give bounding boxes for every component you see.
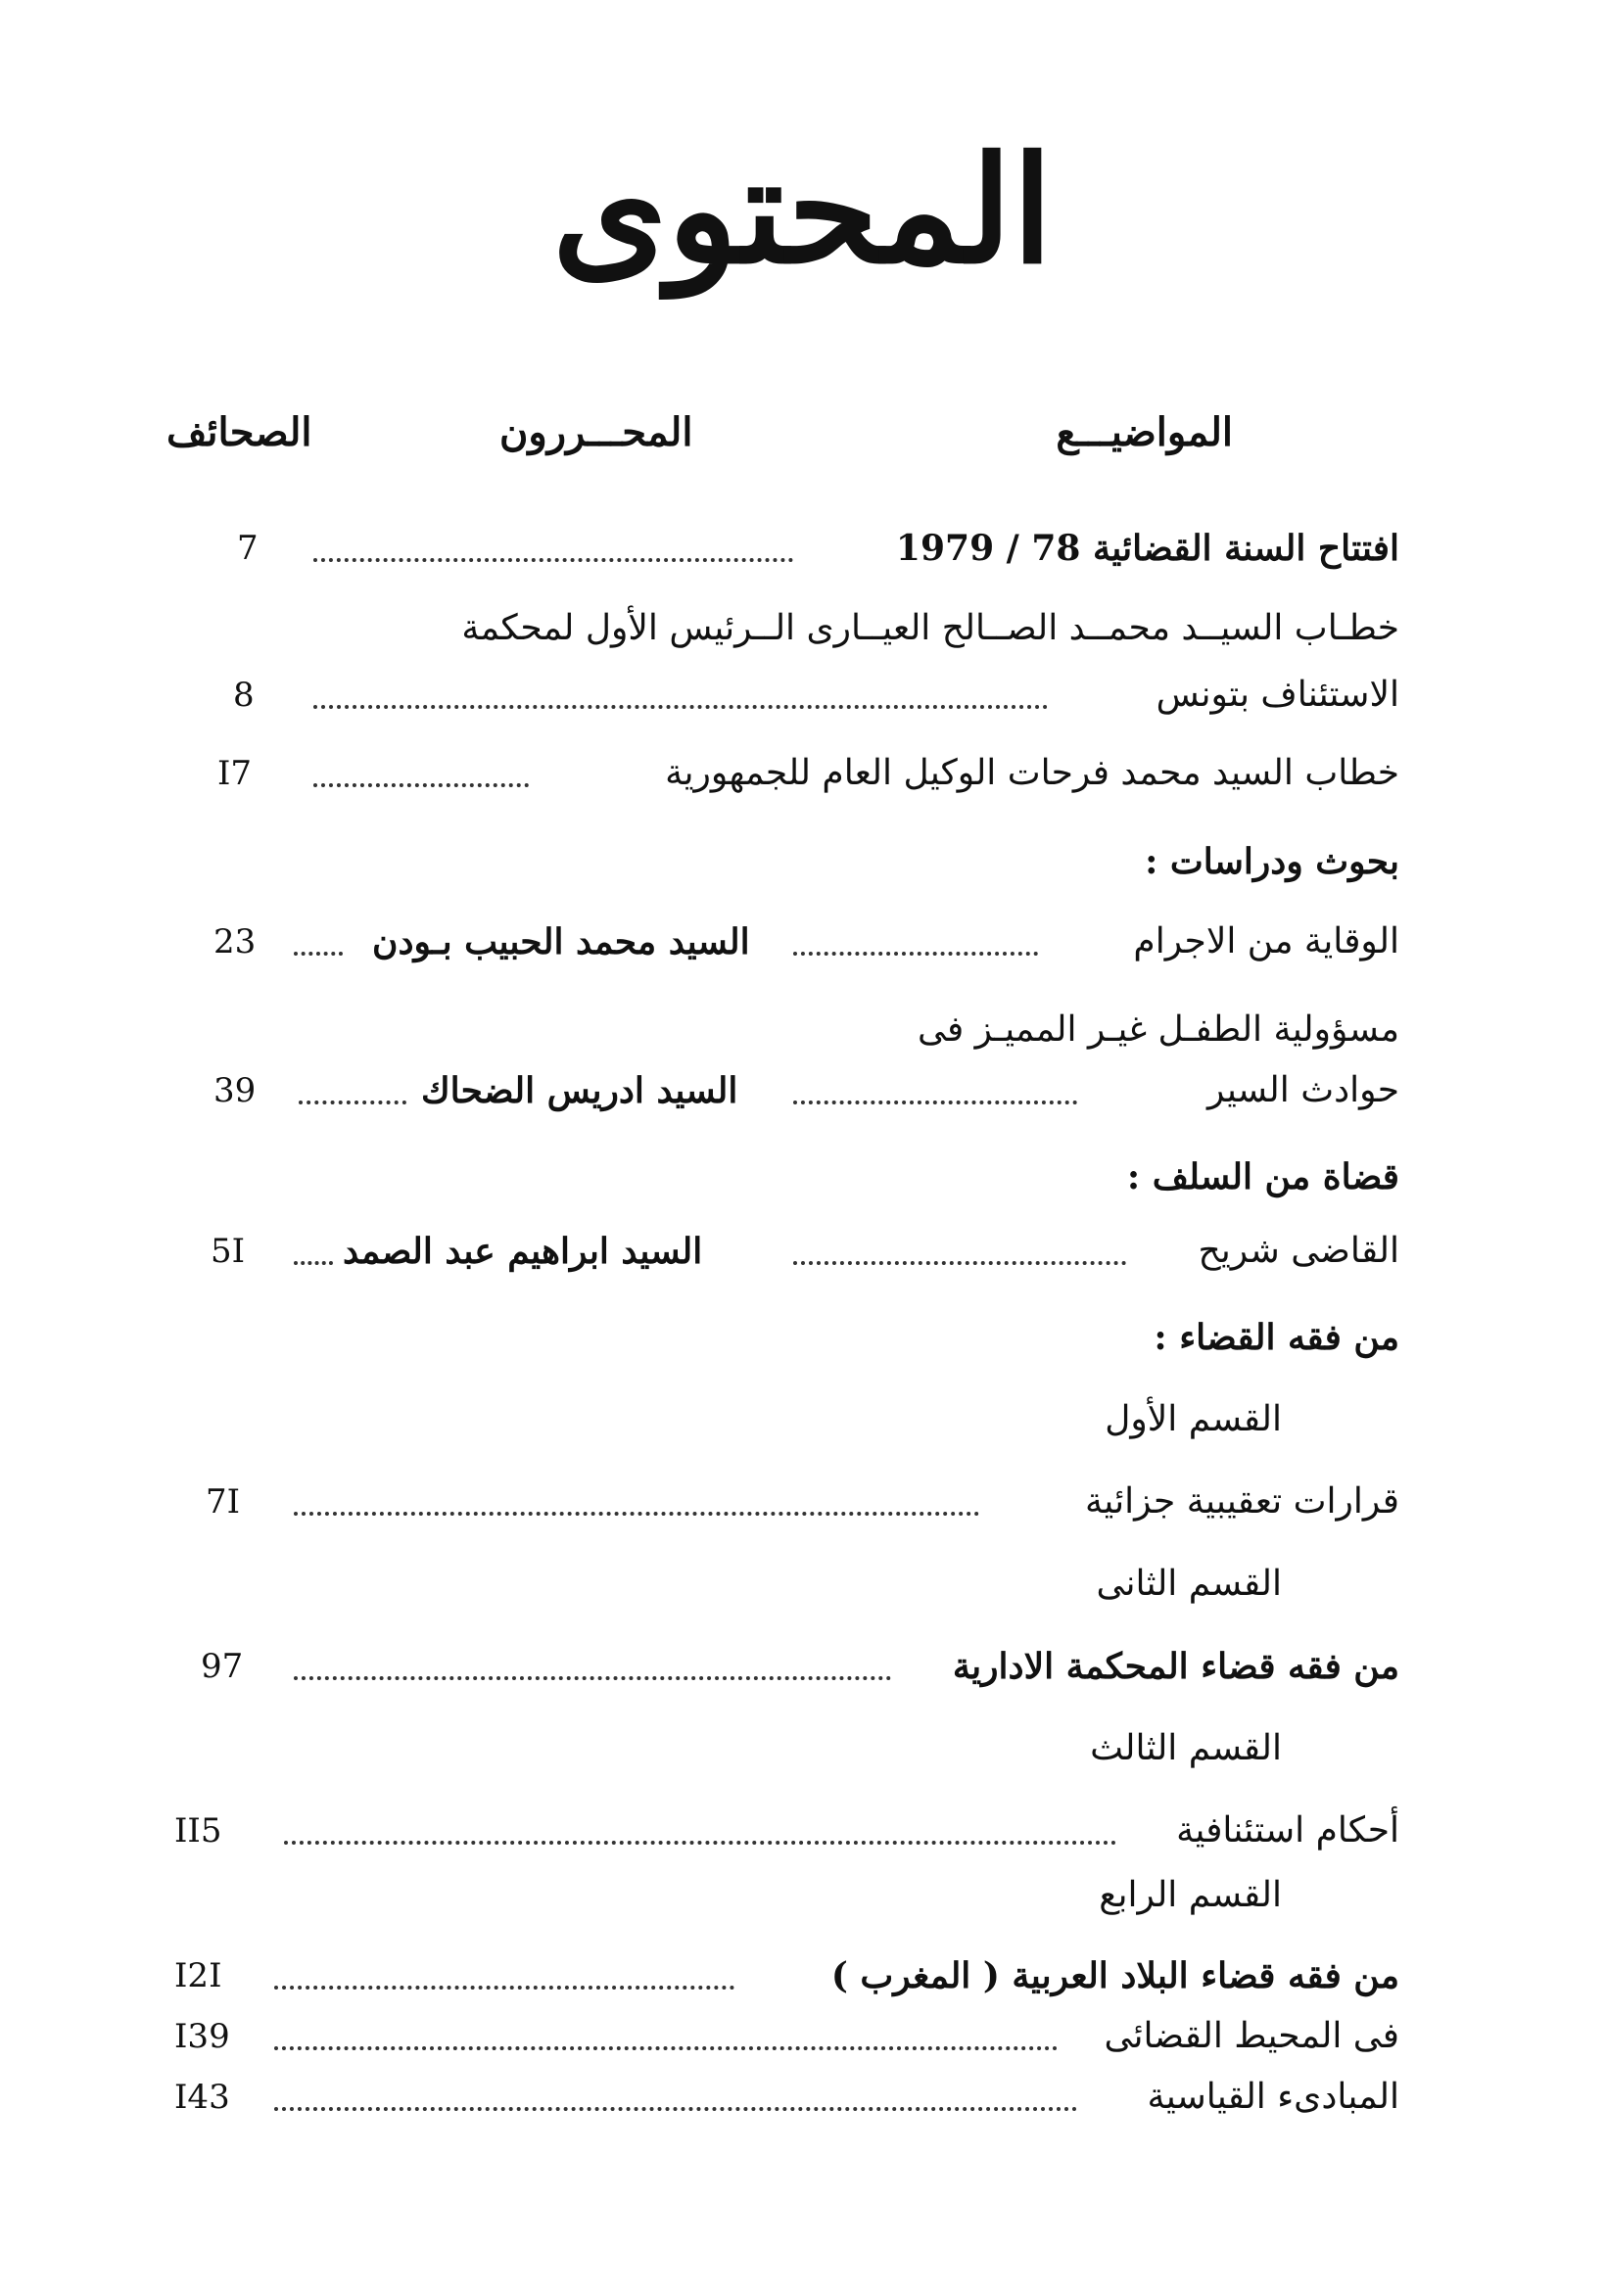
entry-title: من فقه قضاء البلاد العربية ( المغرب ): [830, 1955, 1399, 1996]
dot-leader: [793, 1251, 1126, 1265]
entry-title: افتتاح السنة القضائية 78 / 1979: [895, 528, 1399, 569]
entry-title: مسؤولية الطفـل غيـر المميـز فى: [918, 1009, 1399, 1050]
dot-leader: [313, 548, 793, 562]
entry-title: الاستئناف بتونس: [1156, 675, 1399, 715]
toc-subsection: [0, 1555, 1605, 1623]
dot-leader: [793, 1091, 1077, 1104]
entry-title: الوقاية من الاجرام: [1133, 921, 1399, 961]
entry-page: 97: [201, 1647, 244, 1686]
toc-entry: [0, 1001, 1605, 1069]
entry-author: السيد ادريس الضحاك: [421, 1070, 738, 1111]
dot-leader: [274, 2037, 1058, 2050]
toc-entry: [0, 1637, 1605, 1706]
toc-entry: [0, 2007, 1605, 2076]
toc-entry: [0, 744, 1605, 813]
entry-page: 39: [213, 1071, 257, 1110]
entry-page: I7: [217, 754, 253, 793]
toc-entry: [0, 913, 1605, 981]
toc-section-heading: [0, 1308, 1605, 1377]
header-editors: المحـــررون: [499, 409, 693, 455]
entry-title: خطـاب السيــد محمــد الصــالح العيــارى الــرئيس الأول لمحكمة: [461, 608, 1399, 648]
entry-page: I39: [174, 2017, 230, 2056]
entry-page: 23: [213, 922, 257, 961]
dot-leader: [274, 1976, 734, 1990]
dot-leader: [793, 942, 1038, 956]
toc-section-heading: [0, 1148, 1605, 1216]
toc-entry: [0, 1802, 1605, 1870]
subsection-title: القسم الأول: [1105, 1399, 1282, 1439]
entry-page: II5: [174, 1811, 222, 1851]
section-title: بحوث ودراسات :: [1145, 841, 1399, 882]
header-topics: المواضيـــع: [1056, 409, 1233, 455]
entry-page: 5I: [211, 1232, 246, 1271]
toc-subsection: [0, 1866, 1605, 1935]
entry-title: قرارات تعقيبية جزائية: [1084, 1481, 1399, 1522]
column-headers: [0, 409, 1605, 478]
toc-section-heading: [0, 832, 1605, 901]
toc-entry: [0, 1061, 1605, 1130]
entry-page: 7I: [206, 1482, 241, 1522]
header-pages: الصحائف: [166, 409, 312, 455]
dot-leader: [299, 1091, 406, 1104]
entry-title: المبادىء القياسية: [1147, 2077, 1399, 2117]
entry-author: السيد محمد الحبيب بـودن: [372, 921, 750, 962]
toc-subsection: [0, 1390, 1605, 1459]
entry-title: خطاب السيد محمد فرحات الوكيل العام للجمهورية: [665, 753, 1399, 793]
entry-title: القاضى شريح: [1198, 1231, 1399, 1271]
entry-author: السيد ابراهيم عبد الصمد: [343, 1231, 703, 1272]
entry-title: حوادث السير: [1206, 1070, 1399, 1110]
toc-entry: [0, 1473, 1605, 1541]
dot-leader: [313, 695, 1048, 709]
toc-entry: [0, 2068, 1605, 2136]
dot-leader: [313, 773, 529, 787]
dot-leader: [294, 1666, 891, 1680]
entry-page: I43: [174, 2078, 230, 2117]
dot-leader: [274, 2097, 1077, 2111]
toc-entry: [0, 599, 1605, 668]
toc-entry: [0, 519, 1605, 587]
toc-entry: [0, 666, 1605, 734]
entry-page: 8: [233, 676, 255, 715]
dot-leader: [294, 1251, 333, 1265]
entry-title: أحكام استئنافية: [1176, 1810, 1399, 1851]
dot-leader: [284, 1831, 1116, 1845]
page-title: المحتوى: [551, 124, 1054, 297]
toc-subsection: [0, 1719, 1605, 1788]
toc-entry: [0, 1946, 1605, 2015]
entry-page: I2I: [174, 1956, 222, 1995]
subsection-title: القسم الثانى: [1096, 1564, 1282, 1604]
section-title: من فقه القضاء :: [1154, 1317, 1399, 1358]
entry-title: فى المحيط القضائى: [1104, 2016, 1399, 2056]
section-title: قضاة من السلف :: [1126, 1156, 1399, 1197]
dot-leader: [294, 1502, 979, 1516]
subsection-title: القسم الثالث: [1090, 1728, 1282, 1768]
toc-entry: [0, 1222, 1605, 1290]
subsection-title: القسم الرابع: [1099, 1875, 1282, 1915]
dot-leader: [294, 942, 343, 956]
entry-title: من فقه قضاء المحكمة الادارية: [952, 1646, 1399, 1687]
entry-page: 7: [237, 529, 259, 568]
